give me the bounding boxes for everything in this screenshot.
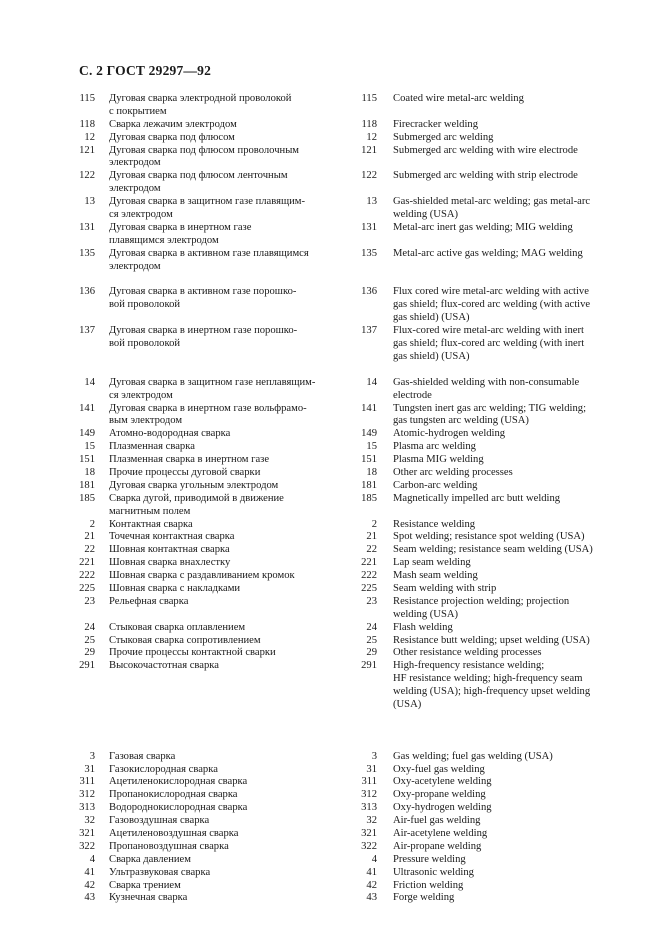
process-number: 151 [79,454,95,466]
process-number: 18 [84,466,95,478]
term-english: Gas welding; fuel gas welding (USA) [393,750,553,762]
process-number: 313 [361,802,377,814]
term-row-ru [70,892,338,905]
term-russian: Стыковая сварка сопротивлением [109,634,261,646]
term-row-en [345,635,607,648]
term-english: Plasma MIG welding [393,454,484,466]
term-row-en [345,145,607,171]
process-number: 14 [84,376,95,388]
term-russian: Плазменная сварка в инертном газе [109,454,270,466]
term-russian: Дуговая сварка в активном газе плавящимся электродом [109,247,309,272]
process-number: 149 [361,428,377,440]
term-row-en [345,428,607,441]
term-english: Pressure welding [393,853,466,865]
term-russian: Газокислородная сварка [109,763,218,775]
term-russian: Водороднокислородная сварка [109,802,248,814]
term-row-ru [70,480,338,493]
term-russian: Пропанокислородная сварка [109,789,238,801]
term-row-en [345,441,607,454]
process-number: 131 [79,221,95,233]
process-number: 32 [366,815,377,827]
term-row-en [345,841,607,854]
term-russian: Ацетиленокислородная сварка [109,776,248,788]
term-row-en [345,544,607,557]
process-number: 15 [84,441,95,453]
process-number: 22 [84,544,95,556]
term-russian: Сварка лежачим электродом [109,118,237,130]
term-row-en [345,660,607,712]
term-row-en [345,196,607,222]
term-russian: Точечная контактная сварка [109,531,235,543]
term-english: Oxy-fuel gas welding [393,763,485,775]
process-number: 3 [89,750,95,762]
process-number: 135 [361,247,377,259]
process-number: 29 [366,647,377,659]
russian-column [70,93,338,905]
process-number: 311 [79,776,95,788]
term-english: Coated wire metal-arc welding [393,93,524,104]
term-russian: Дуговая сварка в инертном газе вольфрамо- вым электродом [109,402,307,427]
term-row-ru [70,428,338,441]
term-english: Resistance butt welding; upset welding (USA) [393,634,590,646]
term-english: Metal-arc active gas welding; MAG welding [393,247,583,259]
term-row-en [345,480,607,493]
term-english: Air-fuel gas welding [393,815,481,827]
term-russian: Дуговая сварка под флюсом [109,131,235,143]
term-english: Submerged arc welding with wire electrode [393,144,578,156]
term-russian: Ацетиленовоздушная сварка [109,828,239,839]
term-row-en [345,622,607,635]
term-row-ru [70,867,338,880]
term-russian: Контактная сварка [109,518,193,530]
term-english: Flux-cored wire metal-arc welding with inert gas shield; flux-cored arc welding (with inert gas shield) (USA) [393,325,585,362]
term-row-ru [70,570,338,583]
process-number: 14 [366,376,377,388]
term-russian: Шовная сварка с раздавливанием кромок [109,570,295,582]
term-row-en [345,119,607,132]
term-english: Seam welding; resistance seam welding (USA) [393,544,593,556]
process-number: 115 [79,93,95,104]
term-english: Magnetically impelled arc butt welding [393,492,561,504]
term-row-en [345,802,607,815]
term-english: Friction welding [393,879,464,891]
process-number: 321 [79,828,95,839]
process-number: 4 [371,853,377,865]
term-row-ru [70,880,338,893]
term-row-ru [70,519,338,532]
term-english: Oxy-hydrogen welding [393,802,492,814]
term-english: Air-propane welding [393,840,482,852]
term-row-en [345,467,607,480]
process-number: 291 [361,660,377,672]
term-english: Submerged arc welding [393,131,494,143]
process-number: 12 [366,131,377,143]
process-number: 321 [361,828,377,839]
process-number: 2 [89,518,95,530]
term-russian: Дуговая сварка под флюсом ленточным электродом [109,170,288,195]
term-russian: Сварка давлением [109,853,191,865]
term-row-en [345,596,607,622]
term-english: Lap seam welding [393,557,471,569]
term-english: Spot welding; resistance spot welding (USA) [393,531,585,543]
term-russian: Плазменная сварка [109,441,195,453]
process-number: 311 [361,776,377,788]
term-row-ru [70,467,338,480]
term-english: Gas-shielded metal-arc welding; gas metal-arc welding (USA) [393,196,591,221]
term-row-en [345,583,607,596]
term-row-ru [70,622,338,635]
process-number: 25 [84,634,95,646]
term-russian: Дуговая сварка под флюсом проволочным электродом [109,144,300,169]
process-number: 181 [361,479,377,491]
term-english: Gas-shielded welding with non-consumable electrode [393,376,580,401]
process-number: 131 [361,221,377,233]
process-number: 136 [79,286,95,298]
term-russian: Прочие процессы дуговой сварки [109,466,261,478]
process-number: 4 [89,853,95,865]
term-russian: Дуговая сварка электродной проволокой с покрытием [109,93,292,117]
term-english: Flux cored wire metal-arc welding with active gas shield; flux-cored arc welding (with active gas shield) (USA) [393,286,591,324]
term-row-en [345,325,607,364]
process-number: 137 [79,325,95,337]
term-row-en [345,493,607,519]
term-row-ru [70,647,338,660]
process-number: 118 [79,118,95,130]
term-row-ru [70,119,338,132]
process-number: 121 [79,144,95,156]
term-row-en [345,789,607,802]
process-number: 13 [366,196,377,208]
term-russian: Дуговая сварка в защитном газе плавящим- ся электродом [109,196,306,221]
term-russian: Атомно-водородная сварка [109,428,231,440]
term-row-ru [70,751,338,764]
process-number: 222 [361,570,377,582]
term-row-ru [70,531,338,544]
process-number: 23 [84,595,95,607]
term-russian: Дуговая сварка в инертном газе плавящимся электродом [109,221,252,246]
process-number: 136 [361,286,377,298]
term-row-en [345,880,607,893]
term-english: Resistance projection welding; projection welding (USA) [393,595,570,620]
term-english: High-frequency resistance welding; HF resistance welding; high-frequency seam welding (USA); high-frequency upset welding (USA) [393,660,591,711]
term-english: Flash welding [393,621,453,633]
process-number: 32 [84,815,95,827]
process-number: 22 [366,544,377,556]
process-number: 41 [366,866,377,878]
term-english: Metal-arc inert gas welding; MIG welding [393,221,573,233]
term-row-en [345,286,607,325]
process-number: 181 [79,479,95,491]
term-row-en [345,854,607,867]
term-row-en [345,93,607,119]
term-english: Air-acetylene welding [393,828,488,839]
process-number: 3 [371,750,377,762]
process-number: 23 [366,595,377,607]
term-row-ru [70,454,338,467]
process-number: 151 [361,454,377,466]
term-russian: Прочие процессы контактной сварки [109,647,276,659]
page-header: С. 2 ГОСТ 29297—92 [79,63,212,78]
process-number: 185 [79,492,95,504]
process-number: 121 [361,144,377,156]
process-number: 313 [79,802,95,814]
term-row-en [345,248,607,274]
term-russian: Шовная сварка с накладками [109,583,241,595]
term-russian: Ультразвуковая сварка [109,866,211,878]
process-number: 221 [361,557,377,569]
term-russian: Шовная сварка внахлестку [109,557,231,569]
term-row-en [345,828,607,841]
term-row-ru [70,854,338,867]
process-number: 137 [361,325,377,337]
process-number: 141 [361,402,377,414]
term-row-ru [70,764,338,777]
term-russian: Высокочастотная сварка [109,660,219,672]
process-number: 25 [366,634,377,646]
term-russian: Шовная контактная сварка [109,544,230,556]
term-row-ru [70,828,338,841]
term-row-en [345,764,607,777]
term-row-ru [70,635,338,648]
process-number: 42 [366,879,377,891]
term-row-en [345,815,607,828]
process-number: 31 [84,763,95,775]
process-number: 312 [361,789,377,801]
term-english: Carbon-arc welding [393,479,478,491]
process-number: 24 [366,621,377,633]
process-number: 322 [361,840,377,852]
term-row-ru [70,222,338,248]
term-row-en [345,867,607,880]
term-english: Oxy-acetylene welding [393,776,492,788]
process-number: 291 [79,660,95,672]
process-number: 135 [79,247,95,259]
term-english: Atomic-hydrogen welding [393,428,506,440]
term-row-ru [70,660,338,712]
term-russian: Рельефная сварка [109,595,189,607]
term-russian: Сварка трением [109,879,181,891]
term-row-ru [70,441,338,454]
process-number: 185 [361,492,377,504]
process-number: 225 [79,583,95,595]
term-english: Mash seam welding [393,570,478,582]
term-row-ru [70,403,338,429]
process-number: 312 [79,789,95,801]
term-row-ru [70,93,338,119]
process-number: 12 [84,131,95,143]
process-number: 115 [361,93,377,104]
process-number: 149 [79,428,95,440]
process-number: 2 [371,518,377,530]
term-english: Ultrasonic welding [393,866,474,878]
term-russian: Газовоздушная сварка [109,815,210,827]
term-russian: Стыковая сварка оплавлением [109,621,246,633]
term-row-ru [70,583,338,596]
process-number: 31 [366,763,377,775]
term-row-en [345,170,607,196]
process-number: 43 [84,892,95,904]
term-row-en [345,132,607,145]
process-number: 29 [84,647,95,659]
process-number: 42 [84,879,95,891]
process-number: 122 [361,170,377,182]
term-russian: Дуговая сварка в защитном газе неплавящим- ся электродом [109,376,316,401]
process-number: 322 [79,840,95,852]
term-row-en [345,647,607,660]
term-english: Other resistance welding processes [393,647,542,659]
term-row-ru [70,132,338,145]
term-row-en [345,751,607,764]
term-english: Resistance welding [393,518,476,530]
term-english: Tungsten inert gas arc welding; TIG welding; gas tungsten arc welding (USA) [393,402,587,427]
term-russian: Кузнечная сварка [109,892,188,904]
term-row-en [345,570,607,583]
term-row-ru [70,196,338,222]
term-row-en [345,892,607,905]
process-number: 221 [79,557,95,569]
process-number: 21 [366,531,377,543]
term-row-en [345,454,607,467]
term-english: Seam welding with strip [393,583,497,595]
term-row-ru [70,544,338,557]
term-row-en [345,557,607,570]
term-row-ru [70,815,338,828]
term-row-ru [70,789,338,802]
term-russian: Газовая сварка [109,750,176,762]
process-number: 21 [84,531,95,543]
process-number: 141 [79,402,95,414]
term-row-en [345,377,607,403]
process-number: 43 [366,892,377,904]
term-row-en [345,519,607,532]
term-russian: Сварка дугой, приводимой в движение магнитным полем [109,492,284,517]
term-row-en [345,403,607,429]
process-number: 13 [84,196,95,208]
term-row-ru [70,286,338,325]
term-row-ru [70,325,338,364]
process-number: 41 [84,866,95,878]
term-row-en [345,776,607,789]
term-russian: Дуговая сварка в инертном газе порошко- вой проволокой [109,325,298,350]
term-english: Firecracker welding [393,118,479,130]
term-english: Submerged arc welding with strip electrode [393,170,578,182]
process-number: 24 [84,621,95,633]
process-number: 122 [79,170,95,182]
english-column [345,93,607,905]
term-english: Other arc welding processes [393,466,513,478]
process-number: 118 [361,118,377,130]
term-row-ru [70,145,338,171]
term-english: Plasma arc welding [393,441,476,453]
term-row-ru [70,596,338,622]
term-row-en [345,222,607,248]
term-english: Oxy-propane welding [393,789,486,801]
term-russian: Дуговая сварка в активном газе порошко- вой проволокой [109,286,297,311]
term-russian: Пропановоздушная сварка [109,840,229,852]
term-row-ru [70,170,338,196]
term-russian: Дуговая сварка угольным электродом [109,479,279,491]
term-row-ru [70,776,338,789]
term-english: Forge welding [393,892,455,904]
term-row-ru [70,248,338,274]
process-number: 18 [366,466,377,478]
process-number: 15 [366,441,377,453]
term-row-ru [70,557,338,570]
process-number: 222 [79,570,95,582]
process-number: 225 [361,583,377,595]
term-row-ru [70,493,338,519]
term-row-en [345,531,607,544]
term-row-ru [70,377,338,403]
term-row-ru [70,802,338,815]
term-row-ru [70,841,338,854]
